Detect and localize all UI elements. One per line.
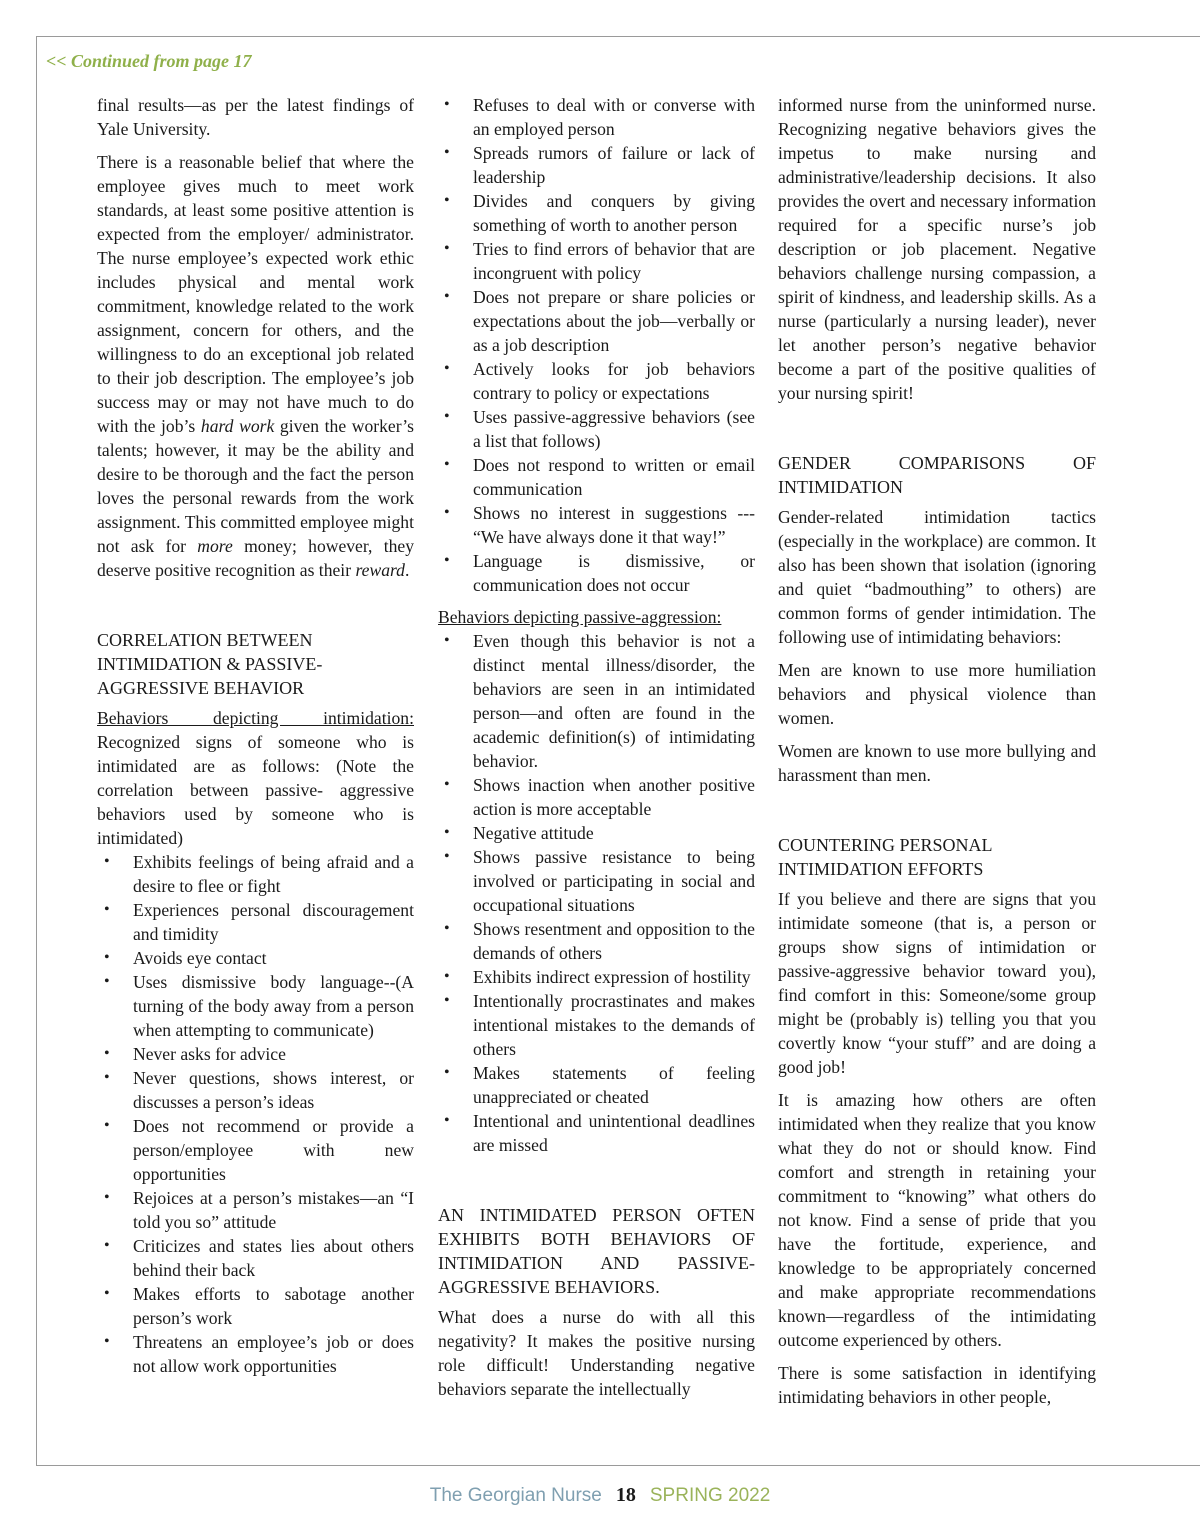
list-item: • Does not prepare or share policies or expectations about the job—verbally or as a job description bbox=[473, 285, 755, 357]
list-item: • Uses passive-aggressive behaviors (see a list that follows) bbox=[473, 405, 755, 453]
column-3 bbox=[778, 93, 1096, 1418]
list-item: • Even though this behavior is not a distinct mental illness/disorder, the behaviors are seen in an intimidated person—and often are found in the academic definition(s) of intimidating behavior. bbox=[473, 629, 755, 773]
list-item: • Shows inaction when another positive action is more acceptable bbox=[473, 773, 755, 821]
paragraph: There is a reasonable belief that where the employee gives much to meet work standards, at least some positive attention is expected from the employer/ administrator. The nurse employee’s expected work ethic includes physical and mental work commitment, knowledge related to the work assignment, concern for others, and the willingness to do an exceptional job related to their job description. The employee’s job success may or may not have much to do with the job’s hard work given the worker’s talents; however, it may be the ability and desire to be thorough and the fact the person loves the personal rewards from the work assignment. This committed employee might not ask for more money; however, they deserve positive recognition as their reward. bbox=[97, 152, 414, 580]
section-heading: CORRELATION BETWEEN INTIMIDATION & PASSIVE-AGGRESSIVE BEHAVIOR bbox=[97, 630, 323, 698]
paragraph: What does a nurse do with all this negativity? It makes the positive nursing role difficult! Understanding negative behaviors separate the intellectually bbox=[438, 1307, 755, 1399]
list-item: • Never questions, shows interest, or discusses a person’s ideas bbox=[133, 1066, 414, 1114]
paragraph: Behaviors depicting intimidation: Recognized signs of someone who is intimidated are as follows: (Note the correlation between passive- aggressive behaviors used by someone who is intimidated) bbox=[97, 708, 414, 848]
list-item: • Language is dismissive, or communication does not occur bbox=[473, 549, 755, 597]
list-item: • Avoids eye contact bbox=[133, 946, 414, 970]
list-item: • Intentional and unintentional deadlines are missed bbox=[473, 1109, 755, 1157]
list-item: • Shows resentment and opposition to the demands of others bbox=[473, 917, 755, 965]
section-heading: GENDER COMPARISONS OF INTIMIDATION bbox=[778, 453, 1096, 497]
list-item: • Tries to find errors of behavior that are incongruent with policy bbox=[473, 237, 755, 285]
list-item: • Shows no interest in suggestions --- “We have always done it that way!” bbox=[473, 501, 755, 549]
list-item: • Does not recommend or provide a person/employee with new opportunities bbox=[133, 1114, 414, 1186]
section-heading: COUNTERING PERSONAL INTIMIDATION EFFORTS bbox=[778, 835, 992, 879]
list-item: • Does not respond to written or email communication bbox=[473, 453, 755, 501]
page-number: 18 bbox=[615, 1484, 636, 1506]
bullet-list bbox=[438, 629, 755, 1157]
paragraph: Men are known to use more humiliation behaviors and physical violence than women. bbox=[778, 660, 1096, 728]
list-item: • Spreads rumors of failure or lack of leadership bbox=[473, 141, 755, 189]
magazine-title: The Georgian Nurse bbox=[429, 1485, 602, 1506]
bullet-list bbox=[97, 850, 414, 1378]
list-item: • Intentionally procrastinates and makes intentional mistakes to the demands of others bbox=[473, 989, 755, 1061]
list-item: • Exhibits indirect expression of hostility bbox=[473, 965, 755, 989]
column-2 bbox=[438, 93, 755, 1410]
list-item: • Criticizes and states lies about others behind their back bbox=[133, 1234, 414, 1282]
paragraph: It is amazing how others are often intimidated when they realize that you know what they do not or should know. Find comfort and strength in retaining your commitment to “knowing” what others do not know. Find a sense of pride that you have the fortitude, experience, and knowledge to be appropriately concerned and make appropriate recommendations known—regardless of the intimidating outcome experienced by others. bbox=[778, 1090, 1096, 1350]
paragraph: final results—as per the latest findings of Yale University. bbox=[97, 95, 414, 139]
bullet-list bbox=[438, 93, 755, 597]
page-footer bbox=[0, 1484, 1200, 1507]
list-item: • Threatens an employee’s job or does not allow work opportunities bbox=[133, 1330, 414, 1378]
list-item: • Actively looks for job behaviors contrary to policy or expectations bbox=[473, 357, 755, 405]
list-item: • Rejoices at a person’s mistakes—an “I told you so” attitude bbox=[133, 1186, 414, 1234]
paragraph bbox=[438, 605, 755, 629]
list-item: • Experiences personal discouragement and timidity bbox=[133, 898, 414, 946]
list-item: • Exhibits feelings of being afraid and a desire to flee or fight bbox=[133, 850, 414, 898]
column-1 bbox=[97, 93, 414, 1378]
paragraph: There is some satisfaction in identifying intimidating behaviors in other people, bbox=[778, 1363, 1096, 1407]
continued-note: << Continued from page 17 bbox=[46, 51, 252, 71]
subheading: Behaviors depicting passive-aggression: bbox=[438, 607, 722, 627]
paragraph: Gender-related intimidation tactics (especially in the workplace) are common. It also has been shown that isolation (ignoring and quiet “badmouthing” to others) are common forms of gender intimidation. The following use of intimidating behaviors: bbox=[778, 507, 1096, 647]
list-item: • Never asks for advice bbox=[133, 1042, 414, 1066]
list-item: • Negative attitude bbox=[473, 821, 755, 845]
section-heading: AN INTIMIDATED PERSON OFTEN EXHIBITS BOTH BEHAVIORS OF INTIMIDATION AND PASSIVE-AGGRESSIVE BEHAVIORS. bbox=[438, 1205, 755, 1297]
paragraph: informed nurse from the uninformed nurse. Recognizing negative behaviors gives the impetus to make nursing and administrative/leadership decisions. It also provides the overt and necessary information required for a specific nurse’s job description or job placement. Negative behaviors challenge nursing compassion, a spirit of kindness, and leadership skills. As a nurse (particularly a nursing leader), never let another person’s negative behavior become a part of the positive qualities of your nursing spirit! bbox=[778, 95, 1096, 403]
issue-season: SPRING 2022 bbox=[649, 1485, 771, 1506]
list-item: • Uses dismissive body language--(A turning of the body away from a person when attempting to communicate) bbox=[133, 970, 414, 1042]
list-item: • Divides and conquers by giving something of worth to another person bbox=[473, 189, 755, 237]
subheading: Behaviors depicting intimidation: bbox=[97, 708, 414, 728]
list-item: • Refuses to deal with or converse with an employed person bbox=[473, 93, 755, 141]
list-item: • Shows passive resistance to being involved or participating in social and occupational situations bbox=[473, 845, 755, 917]
paragraph: If you believe and there are signs that you intimidate someone (that is, a person or groups show signs of intimidation or passive-aggressive behavior toward you), find comfort in this: Someone/some group might be (probably is) telling you that you covertly know “your stuff” and are doing a good job! bbox=[778, 889, 1096, 1077]
paragraph: Women are known to use more bullying and harassment than men. bbox=[778, 741, 1096, 785]
list-item: • Makes statements of feeling unappreciated or cheated bbox=[473, 1061, 755, 1109]
list-item: • Makes efforts to sabotage another person’s work bbox=[133, 1282, 414, 1330]
